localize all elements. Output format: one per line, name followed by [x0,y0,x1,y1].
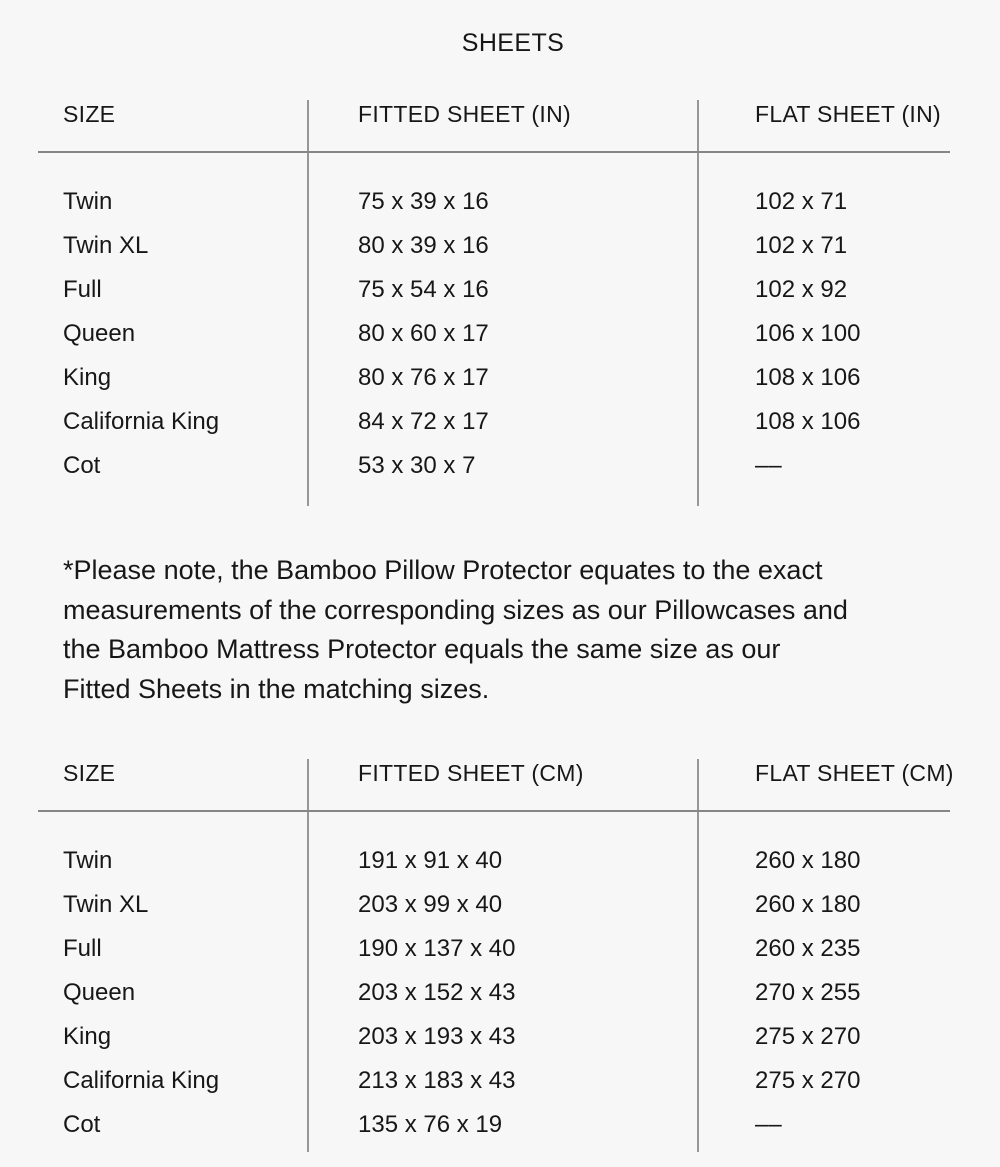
fitted-cell: 80 x 60 x 17 [358,320,489,347]
flat-cell: 102 x 92 [755,276,848,303]
table-row [0,312,1000,356]
flat-cell: 275 x 270 [755,1023,861,1050]
size-cell: King [63,364,112,391]
fitted-cell: 80 x 76 x 17 [358,364,489,391]
fitted-cell: 75 x 39 x 16 [358,188,489,215]
fitted-cell: 203 x 152 x 43 [358,979,516,1006]
column-header-flat-sheet-in: FLAT SHEET (IN) [755,101,941,127]
table-row [0,927,1000,971]
header-rule [38,810,950,812]
fitted-cell: 53 x 30 x 7 [358,452,476,479]
size-cell: California King [63,408,220,435]
size-cell: Full [63,276,102,303]
fitted-cell: 203 x 99 x 40 [358,891,503,918]
header-rule [38,151,950,153]
table-row [0,268,1000,312]
size-cell: Twin [63,847,113,874]
size-cell: Twin [63,188,113,215]
table-row [0,1015,1000,1059]
table-row [0,356,1000,400]
pillow-protector-note [63,551,848,709]
note-line: the Bamboo Mattress Protector equals the same size as our [63,634,781,665]
flat-cell: 106 x 100 [755,320,861,347]
note-line: *Please note, the Bamboo Pillow Protector equates to the exact [63,555,823,585]
page-title: SHEETS [461,29,565,57]
flat-cell: 275 x 270 [755,1067,861,1094]
table-row [0,180,1000,224]
table-row [0,444,1000,488]
table-row [0,839,1000,883]
flat-cell: 260 x 235 [755,935,861,962]
table-row [0,971,1000,1015]
size-cell: Twin XL [63,891,149,918]
note-line: measurements of the corresponding sizes as our Pillowcases and [63,594,848,625]
table-row [0,224,1000,268]
column-header-size: SIZE [63,760,116,786]
note-line: Fitted Sheets in the matching sizes. [63,673,490,704]
fitted-cell: 75 x 54 x 16 [358,276,489,303]
table-row [0,400,1000,444]
fitted-cell: 84 x 72 x 17 [358,408,489,435]
column-header-flat-sheet-cm: FLAT SHEET (CM) [755,760,954,786]
table-row [0,1059,1000,1103]
table-row [0,883,1000,927]
fitted-cell: 135 x 76 x 19 [358,1111,503,1138]
size-cell: Queen [63,320,136,347]
column-header-fitted-sheet-cm: FITTED SHEET (CM) [358,760,584,786]
size-cell: Queen [63,979,136,1006]
column-header-fitted-sheet-in: FITTED SHEET (IN) [358,101,571,127]
flat-cell: 270 x 255 [755,979,861,1006]
column-header-size: SIZE [63,101,116,127]
flat-cell: 260 x 180 [755,891,861,918]
table-row [0,1103,1000,1147]
flat-cell: 108 x 106 [755,408,861,435]
flat-cell: 102 x 71 [755,188,848,215]
size-cell: Cot [63,1111,101,1138]
size-cell: King [63,1023,112,1050]
flat-cell no-value-dash: –– [755,452,782,479]
fitted-cell: 203 x 193 x 43 [358,1023,516,1050]
flat-cell no-value-dash: –– [755,1111,782,1138]
flat-cell: 102 x 71 [755,232,848,259]
fitted-cell: 80 x 39 x 16 [358,232,489,259]
flat-cell: 260 x 180 [755,847,861,874]
fitted-cell: 191 x 91 x 40 [358,847,503,874]
flat-cell: 108 x 106 [755,364,861,391]
fitted-cell: 190 x 137 x 40 [358,935,516,962]
size-cell: California King [63,1067,220,1094]
size-cell: Twin XL [63,232,149,259]
fitted-cell: 213 x 183 x 43 [358,1067,516,1094]
size-cell: Full [63,935,102,962]
size-cell: Cot [63,452,101,479]
